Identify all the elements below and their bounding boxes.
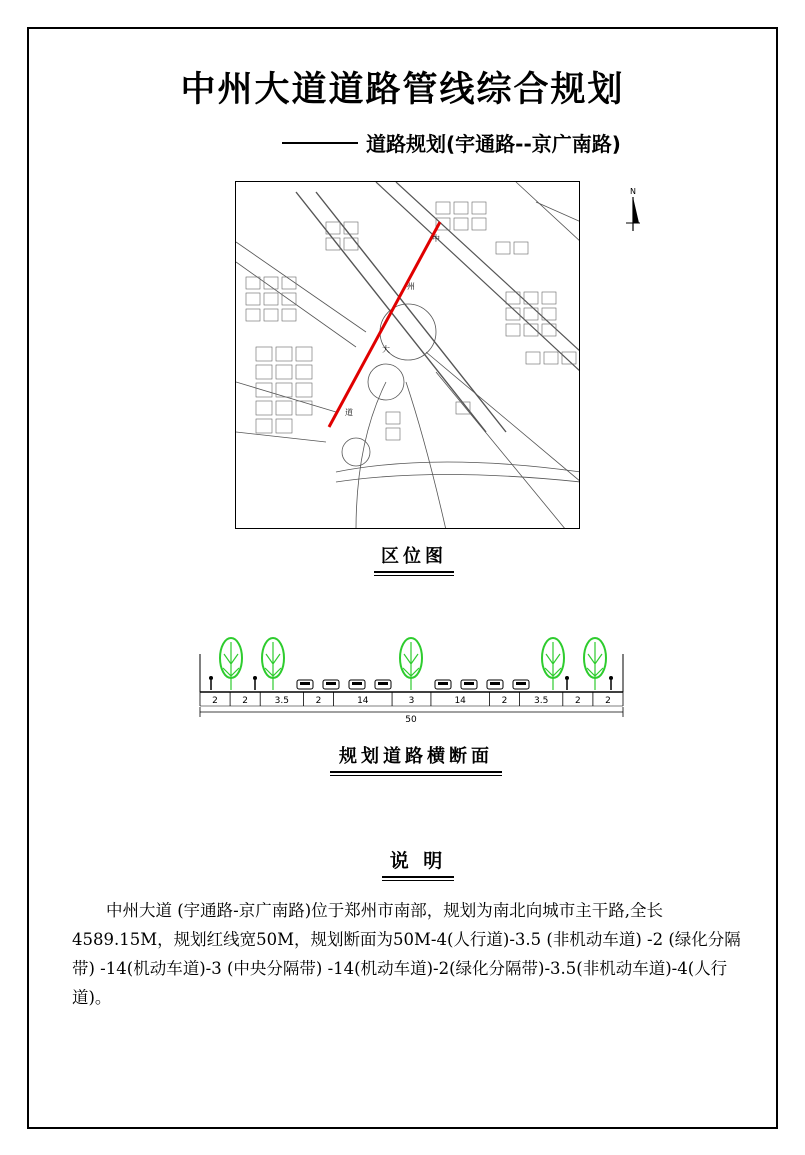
segment-labels	[212, 696, 611, 706]
pedestrian	[609, 676, 613, 690]
segment-label: 2	[501, 696, 508, 706]
pedestrian	[565, 676, 569, 690]
total-width-label: 50	[405, 715, 417, 725]
segment-label: 3	[408, 696, 415, 706]
subtitle-dash	[282, 142, 358, 144]
tree	[400, 638, 422, 690]
tree	[542, 638, 564, 690]
notes-heading	[382, 846, 454, 881]
map-caption	[374, 542, 454, 576]
segment-label: 14	[454, 696, 466, 706]
notes-paragraph: 中州大道 (宇通路-京广南路)位于郑州市南部，规划为南北向城市主干路,全长4589.15M，规划红线宽50M，规划断面为50M-4(人行道)-3.5 (非机动车道) -2 (绿化分隔带) -14(机动车道)-3 (中央分隔带) -14(机动车道)-2(绿化分隔带)-3.5(非机动车道)-4(人行道)。	[72, 901, 741, 1007]
cross-section-caption-underline	[330, 771, 502, 773]
segment-label: 2	[574, 696, 581, 706]
route-label-zhou: 州	[407, 282, 415, 291]
north-arrow	[618, 185, 648, 233]
car	[375, 680, 391, 689]
segment-label: 2	[605, 696, 611, 706]
cross-section-caption-underline-2	[330, 775, 502, 776]
segment-label: 2	[315, 696, 322, 706]
pedestrian	[253, 676, 257, 690]
north-label: N	[630, 187, 636, 196]
segment-label: 2	[242, 696, 249, 706]
car	[323, 680, 339, 689]
page-subtitle	[282, 128, 621, 157]
tree	[220, 638, 242, 690]
notes-heading-underline-2	[382, 880, 454, 881]
map-background	[236, 182, 580, 529]
car	[297, 680, 313, 689]
segment-label: 3.5	[534, 696, 549, 706]
segment-label: 14	[357, 696, 369, 706]
pedestrian	[209, 676, 213, 690]
route-label-dao: 道	[345, 408, 353, 417]
map-caption-underline-2	[374, 575, 454, 576]
map-caption-text: 区位图	[381, 546, 447, 567]
map-caption-underline	[374, 571, 454, 573]
north-arrow-head	[633, 197, 639, 223]
car	[435, 680, 451, 689]
car	[487, 680, 503, 689]
cross-section-caption-text: 规划道路横断面	[339, 746, 493, 767]
location-map-drawing	[236, 182, 580, 529]
car	[513, 680, 529, 689]
car	[349, 680, 365, 689]
location-map	[235, 181, 580, 529]
car	[461, 680, 477, 689]
roadside-trees	[220, 638, 606, 690]
route-label-zhong: 中	[432, 234, 440, 243]
notes-heading-text: 说 明	[389, 850, 447, 872]
route-label-da: 大	[382, 345, 390, 354]
road-cross-section	[195, 628, 633, 728]
tree	[584, 638, 606, 690]
notes-heading-underline	[382, 876, 454, 878]
subtitle-text: 道路规划(宇通路--京广南路)	[366, 132, 621, 156]
page-title: 中州大道道路管线综合规划	[180, 70, 625, 110]
cross-section-caption	[330, 742, 502, 776]
zhongzhou-avenue-route	[329, 222, 440, 427]
segment-label: 3.5	[274, 696, 289, 706]
tree	[262, 638, 284, 690]
segment-label: 2	[212, 696, 218, 706]
